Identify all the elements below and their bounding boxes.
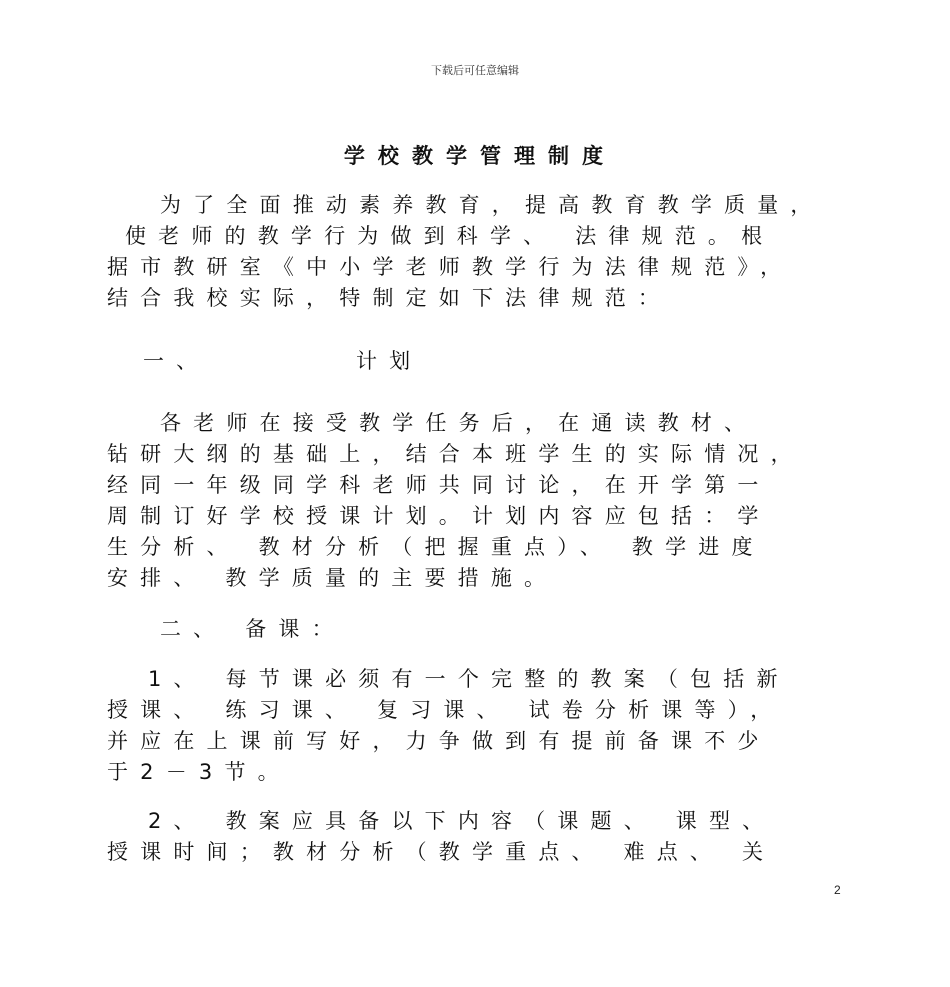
- paragraph-line: 结合我校实际，特制定如下法律规范：: [107, 286, 672, 310]
- paragraph-line: 经同一年级同学科老师共同讨论，在开学第一: [107, 473, 771, 497]
- paragraph-line: 据市教研室《中小学老师教学行为法律规范》，: [107, 255, 794, 279]
- paragraph-line: 1、 每节课必须有一个完整的教案（包括新: [148, 667, 790, 691]
- paragraph-line: 钻研大纲的基础上，结合本班学生的实际情况，: [107, 442, 804, 466]
- paragraph-line: 于2－3节。: [107, 760, 291, 784]
- header-note: 下载后可任意编辑: [431, 64, 519, 77]
- paragraph-line: 周制订好学校授课计划。计划内容应包括：学: [107, 504, 771, 528]
- page-title: 学校教学管理制度: [343, 144, 617, 168]
- section-heading: 二、 备课：: [160, 617, 345, 641]
- paragraph-line: 各老师在接受教学任务后，在通读教材、: [160, 411, 758, 435]
- paragraph-line: 使老师的教学行为做到科学、 法律规范。根: [125, 224, 775, 248]
- page-number: 2: [834, 883, 841, 897]
- section-heading: 计划: [356, 349, 423, 373]
- paragraph-line: 并应在上课前写好，力争做到有提前备课不少: [107, 729, 771, 753]
- paragraph-line: 为了全面推动素养教育，提高教育教学质量，: [160, 193, 824, 217]
- paragraph-line: 授课、 练习课、 复习课、 试卷分析课等），: [107, 698, 784, 722]
- paragraph-line: 生分析、 教材分析（把握重点）、 教学进度: [107, 535, 765, 559]
- paragraph-line: 2、 教案应具备以下内容（课题、 课型、: [148, 809, 776, 833]
- section-number: 一、: [143, 349, 210, 373]
- paragraph-line: 授课时间；教材分析（教学重点、 难点、 关: [107, 840, 776, 864]
- paragraph-line: 安排、 教学质量的主要措施。: [107, 566, 558, 590]
